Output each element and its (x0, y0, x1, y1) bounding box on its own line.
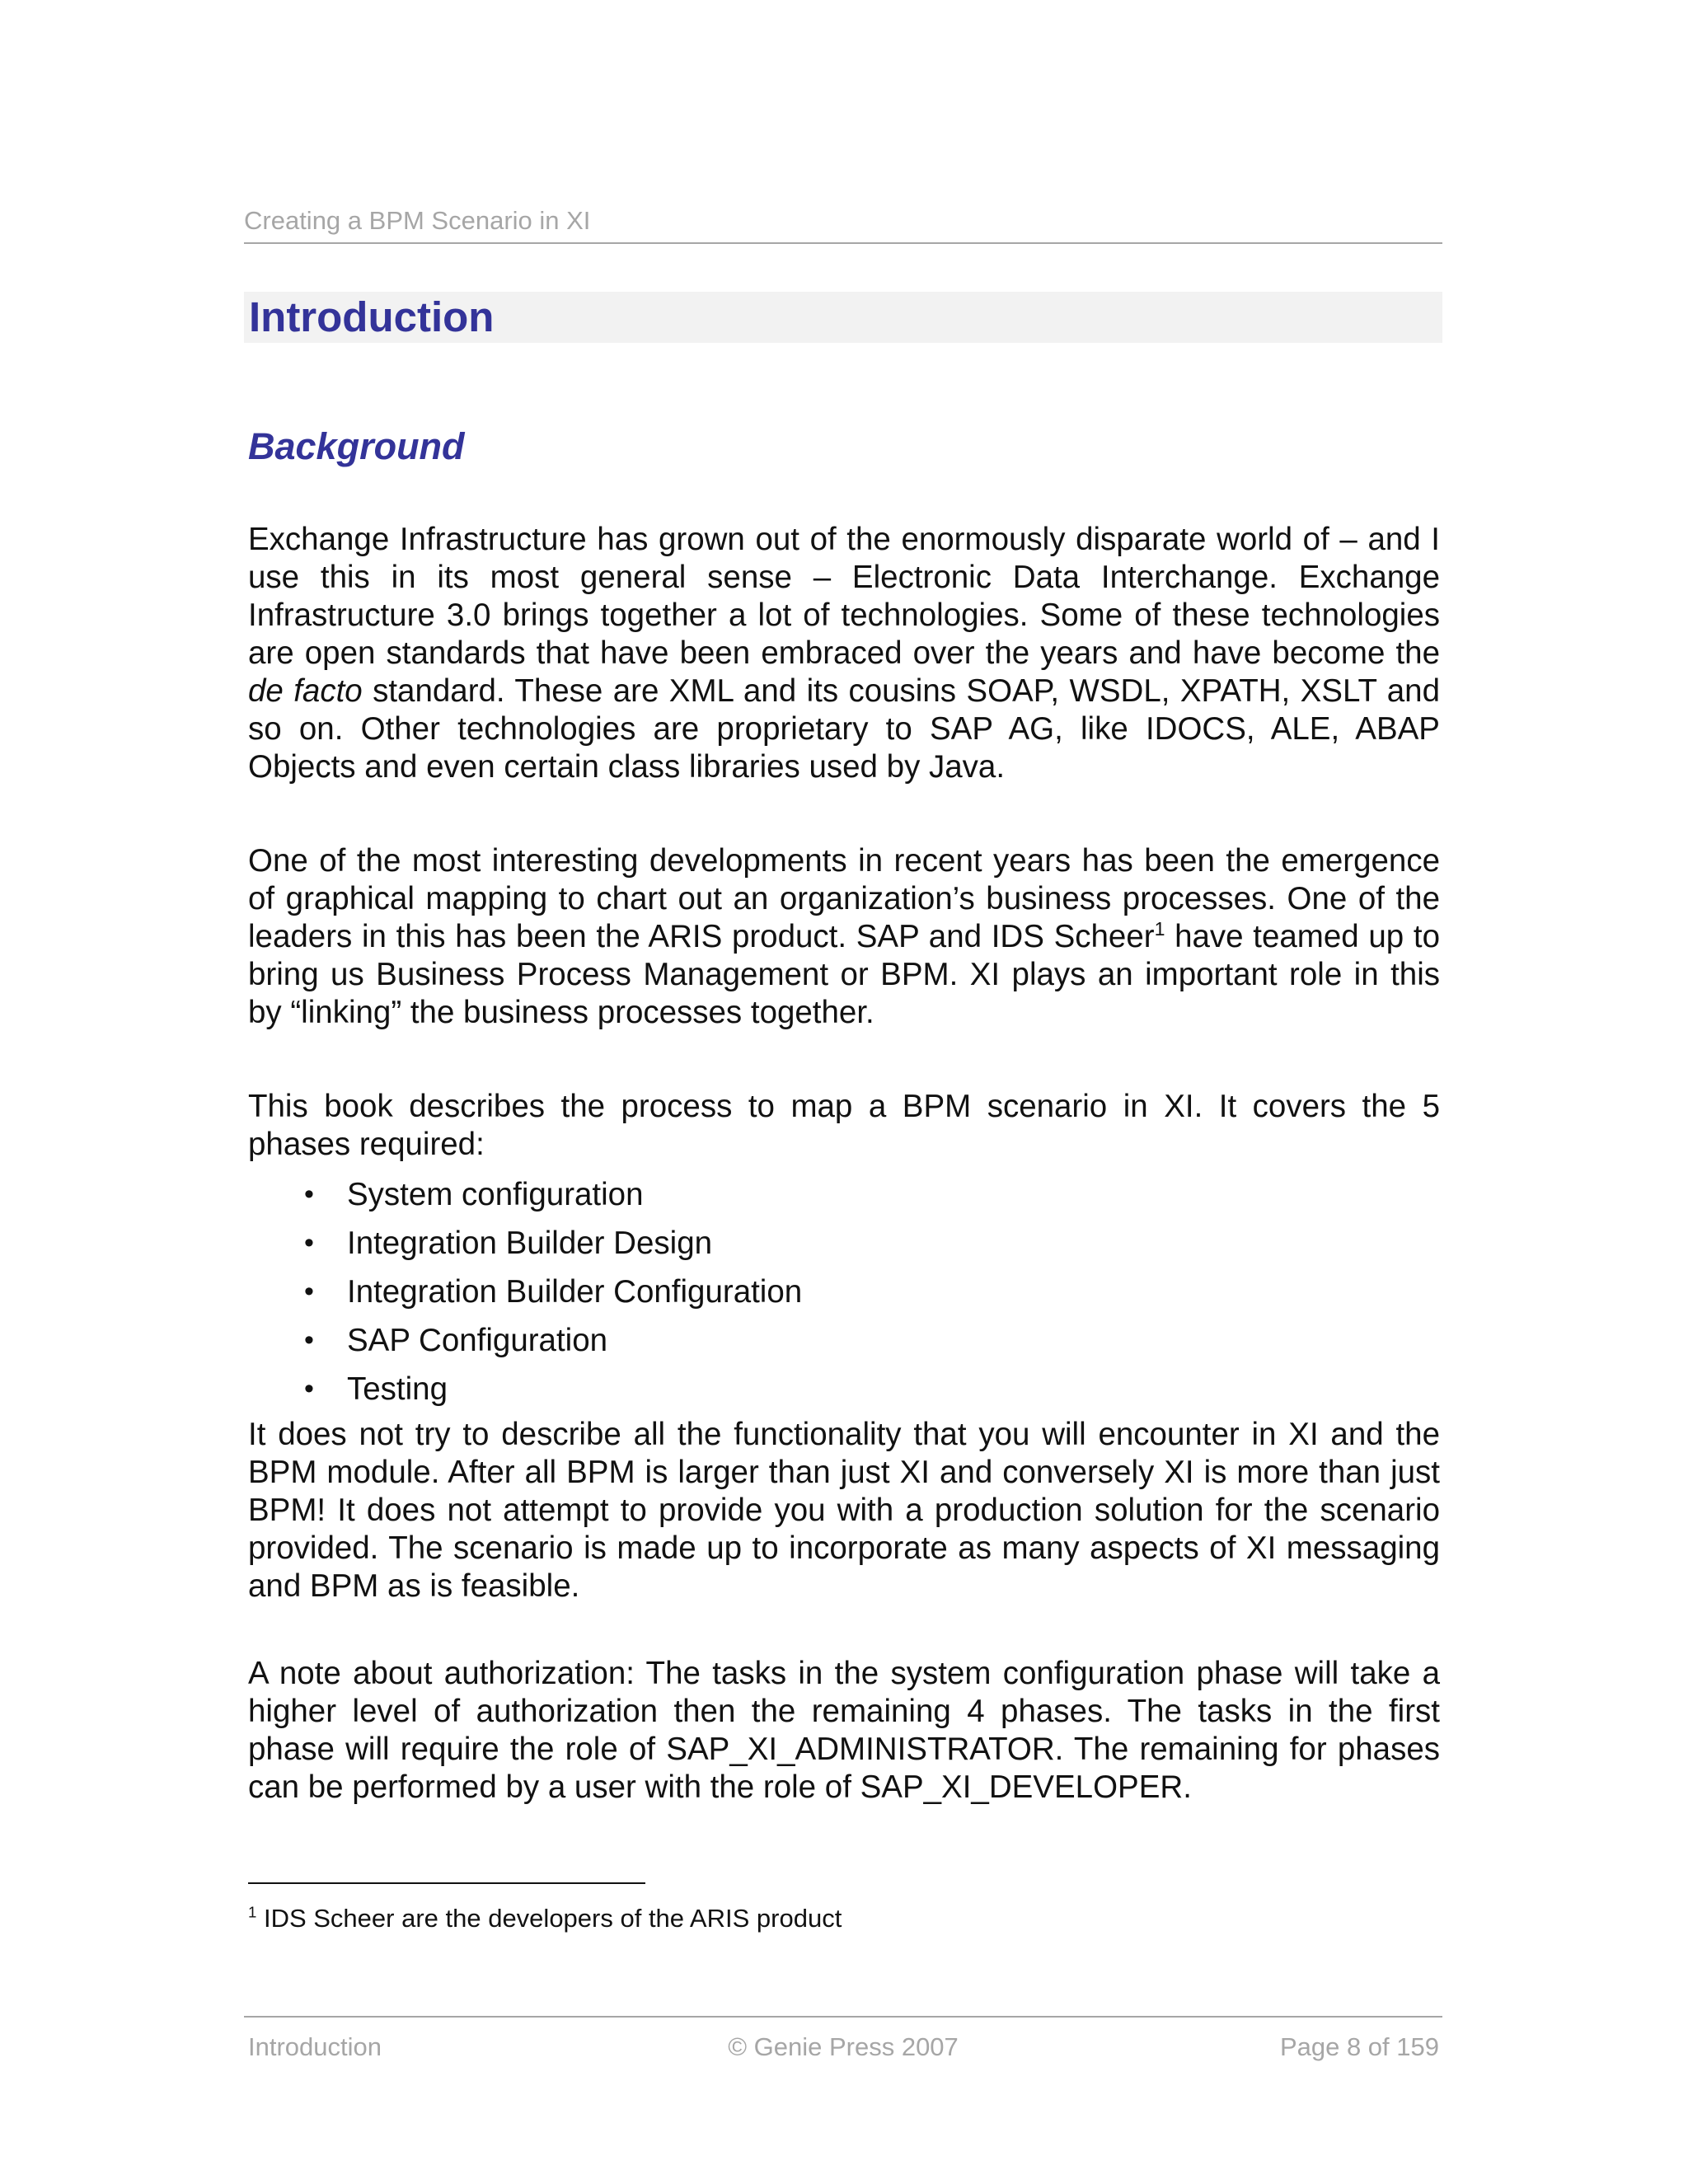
bullet-icon: • (304, 1179, 314, 1210)
running-header-title: Creating a BPM Scenario in XI (244, 206, 591, 235)
footer-page-number: Page 8 of 159 (1279, 2032, 1439, 2061)
footer-chapter: Introduction (248, 2032, 382, 2061)
phases-list (248, 1170, 802, 1413)
list-item (248, 1219, 802, 1268)
list-item (248, 1365, 802, 1413)
list-item-label: Integration Builder Design (347, 1226, 713, 1261)
paragraph-1-text-a: Exchange Infrastructure has grown out of the enormously disparate world of – and I use this in its most general sense – Electronic Data Interchange. Exchange Infrastructure 3.0 brings together a lot of technologies. Some of these technologies are open standards that have been embraced over the years and have become the (248, 522, 1440, 671)
paragraph-2-text-b: have teamed up to bring us Business Process Management or BPM. XI plays an important role in this by “linking” the business processes together. (248, 919, 1440, 1030)
bullet-icon: • (304, 1324, 314, 1356)
bullet-icon: • (304, 1373, 314, 1404)
bullet-icon: • (304, 1227, 314, 1258)
footnote (248, 1900, 842, 1937)
list-item (248, 1316, 802, 1365)
list-item-label: SAP Configuration (347, 1323, 608, 1358)
footnote-divider (248, 1882, 645, 1884)
footnote-reference: 1 (1154, 918, 1165, 940)
list-item-label: Testing (347, 1371, 448, 1407)
paragraph-1-italic: de facto (248, 673, 363, 709)
list-item-label: System configuration (347, 1177, 644, 1212)
footnote-number: 1 (248, 1903, 257, 1921)
paragraph-2 (248, 842, 1440, 1032)
list-item-label: Integration Builder Configuration (347, 1274, 803, 1310)
running-footer (244, 2016, 1442, 2061)
list-item (248, 1268, 802, 1316)
chapter-title: Introduction (244, 292, 1442, 343)
footnote-text: IDS Scheer are the developers of the ARIS product (256, 1904, 842, 1933)
section-title: Background (248, 425, 465, 467)
footer-copyright: © Genie Press 2007 (728, 2032, 959, 2061)
paragraph-5: A note about authorization: The tasks in the system configuration phase will take a higher level of authorization then the remaining 4 phases. The tasks in the first phase will require the role of SAP_XI_ADMINISTRATOR. The remaining for phases can be performed by a user with the role of SAP_XI_DEVELOPER. (248, 1656, 1440, 1805)
paragraph-4: It does not try to describe all the functionality that you will encounter in XI and the BPM module. After all BPM is larger than just XI and conversely XI is more than just BPM! It does not attempt to provide you with a production solution for the scenario provided. The scenario is made up to incorporate as many aspects of XI messaging and BPM as is feasible. (248, 1417, 1440, 1604)
paragraph-2-text-a: One of the most interesting developments in recent years has been the emergence of graphical mapping to chart out an organization’s business processes. One of the leaders in this has been the ARIS product. SAP and IDS Scheer (248, 843, 1440, 954)
paragraph-1-text-b: standard. These are XML and its cousins SOAP, WSDL, XPATH, XSLT and so on. Other technologies are proprietary to SAP AG, like IDOCS, ALE, ABAP Objects and even certain class libraries used by Java. (248, 673, 1440, 785)
running-header (244, 204, 1442, 244)
paragraph-3: This book describes the process to map a BPM scenario in XI. It covers the 5 phases required: (248, 1089, 1440, 1162)
list-item (248, 1170, 802, 1219)
paragraph-1 (248, 521, 1440, 786)
bullet-icon: • (304, 1276, 314, 1307)
